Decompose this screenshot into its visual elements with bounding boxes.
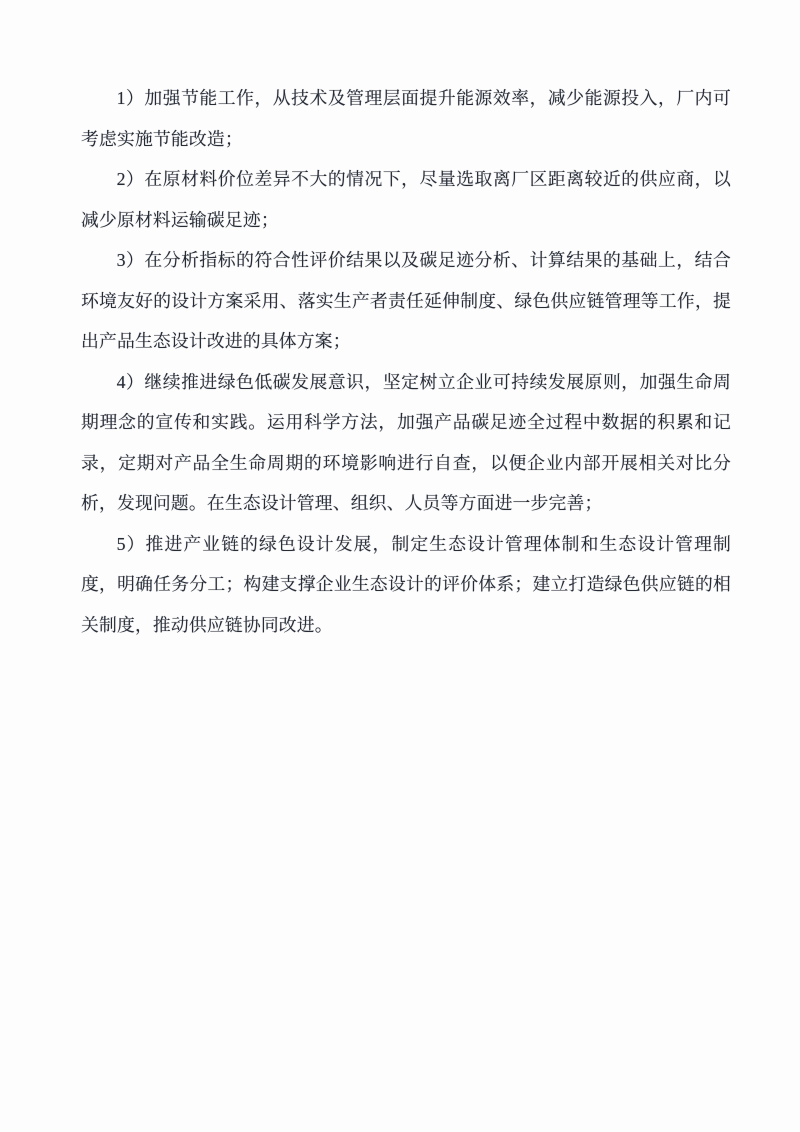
paragraph-4: 4）继续推进绿色低碳发展意识，坚定树立企业可持续发展原则，加强生命周期理念的宣传和实践。运用科学方法，加强产品碳足迹全过程中数据的积累和记录，定期对产品全生命周期的环境影响进行自查，以便企业内部开展相关对比分析，发现问题。在生态设计管理、组织、人员等方面进一步完善； [81, 371, 731, 513]
paragraph-3: 3）在分析指标的符合性评价结果以及碳足迹分析、计算结果的基础上，结合环境友好的设计方案采用、落实生产者责任延伸制度、绿色供应链管理等工作，提出产品生态设计改进的具体方案； [81, 250, 731, 351]
document-body-text [81, 78, 731, 645]
paragraph-2: 2）在原材料价位差异不大的情况下，尽量选取离厂区距离较近的供应商，以减少原材料运输碳足迹； [81, 169, 731, 230]
paragraph-1: 1）加强节能工作，从技术及管理层面提升能源效率，减少能源投入，厂内可考虑实施节能改造； [81, 88, 731, 149]
paragraph-5: 5）推进产业链的绿色设计发展，制定生态设计管理体制和生态设计管理制度，明确任务分工；构建支撑企业生态设计的评价体系；建立打造绿色供应链的相关制度，推动供应链协同改进。 [81, 533, 731, 635]
